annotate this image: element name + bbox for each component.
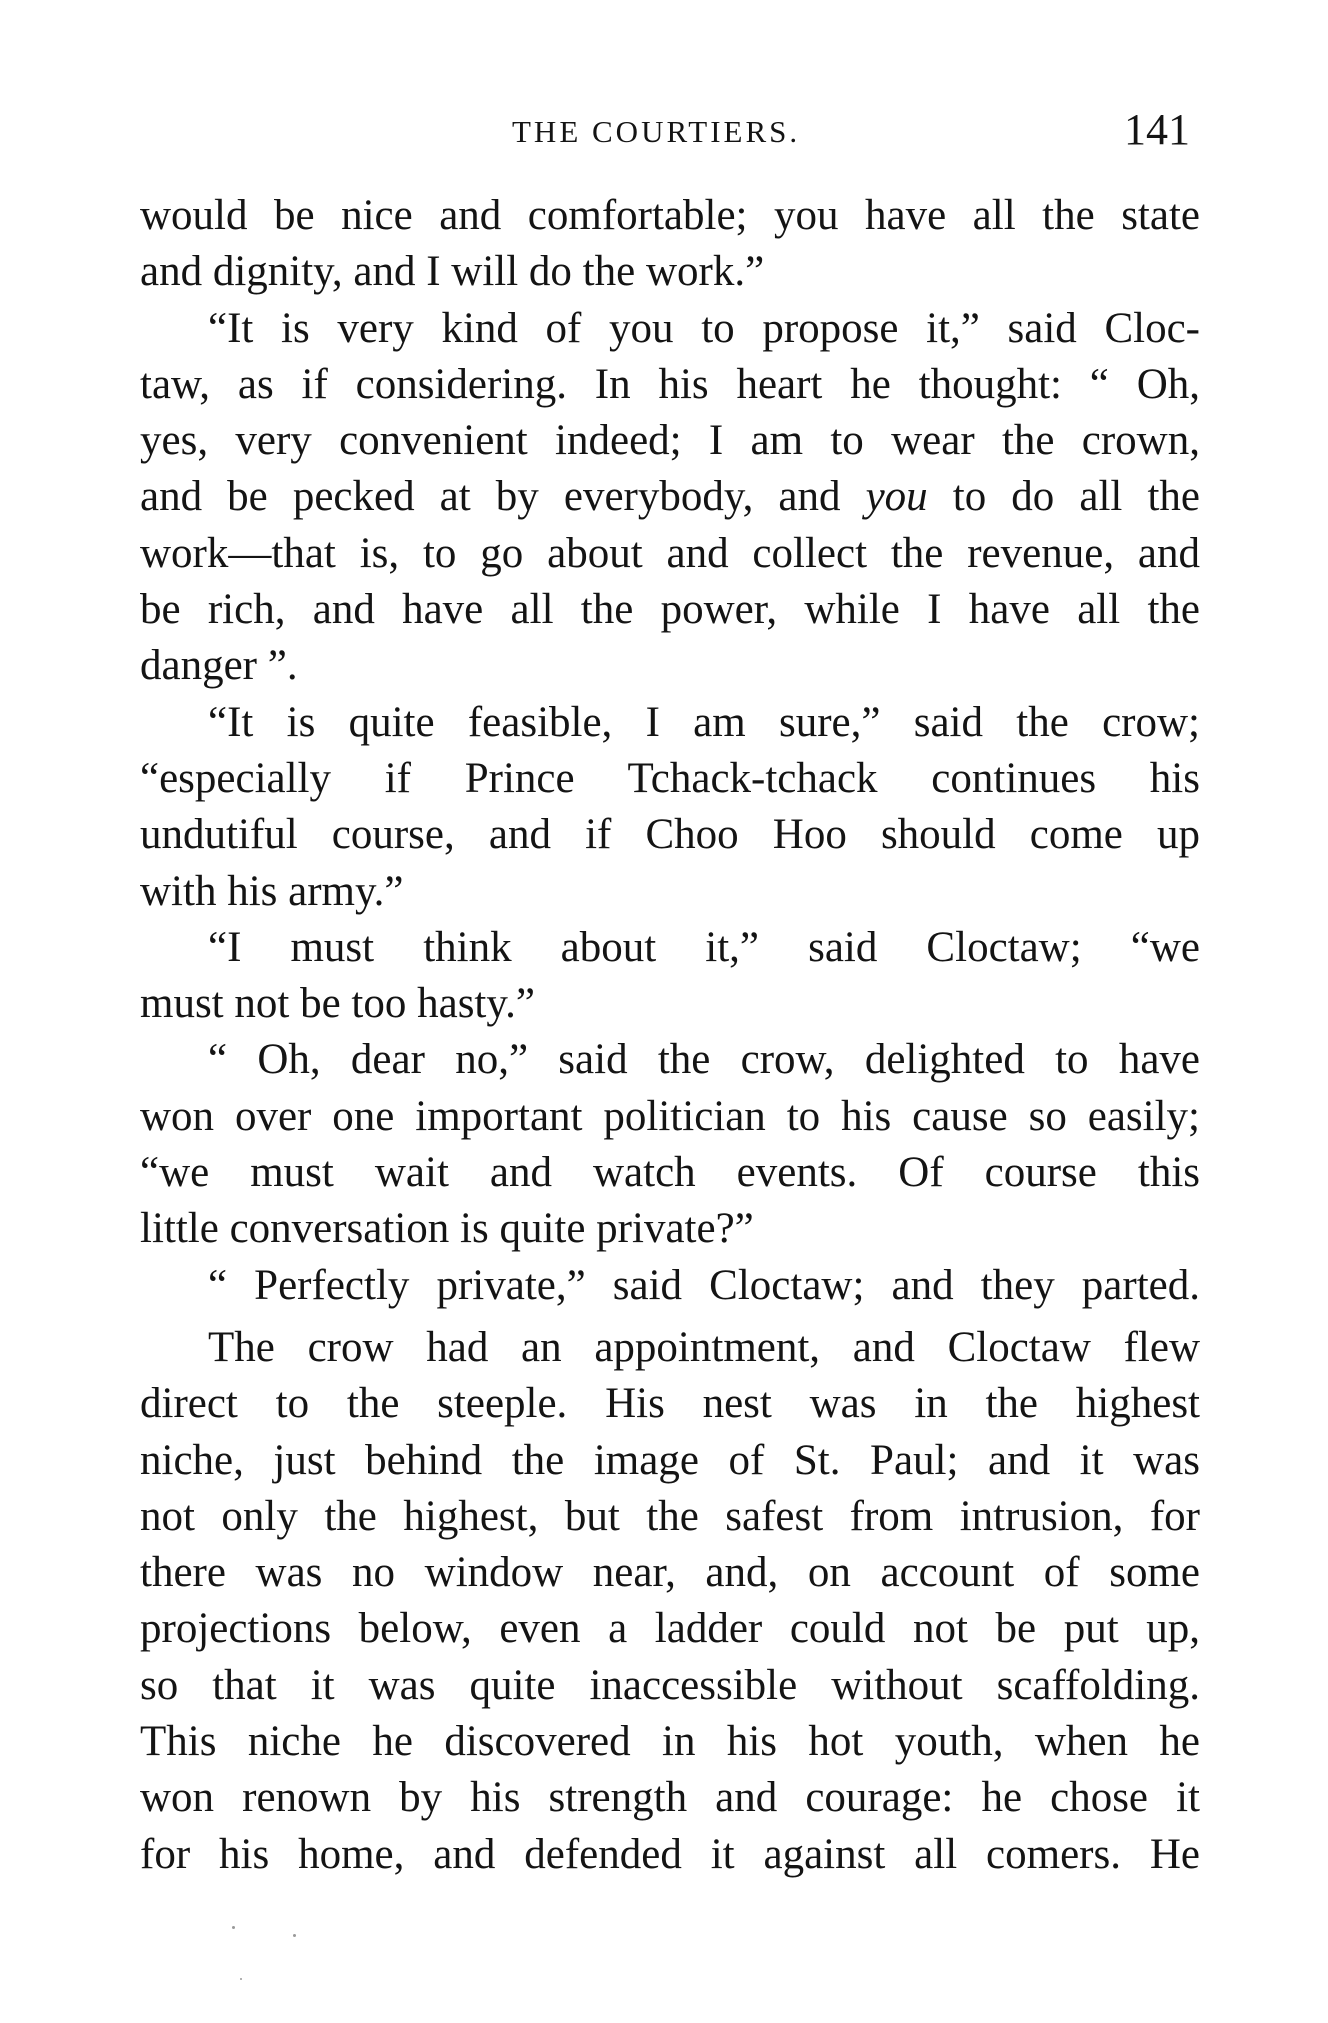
text-line: “I must think about it,” said Cloctaw; “we [208, 923, 1200, 971]
running-title: THE COURTIERS. [512, 114, 801, 149]
italic-word: you [865, 473, 928, 521]
text-line: “It is very kind of you to propose it,” said Cloc- [208, 304, 1200, 352]
text-line: must not be too hasty.” [140, 980, 535, 1028]
text-line: projections below, even a ladder could not be put up, [140, 1605, 1200, 1653]
text-line: yes, very convenient indeed; I am to wear the crown, [140, 417, 1200, 465]
text-line: with his army.” [140, 867, 404, 915]
text-line: danger ”. [140, 642, 298, 690]
text-line: direct to the steeple. His nest was in the highest [140, 1380, 1200, 1428]
text-line: not only the highest, but the safest from intrusion, for [140, 1492, 1200, 1540]
paper-speck [293, 1934, 296, 1937]
text-line: so that it was quite inaccessible without scaffolding. [140, 1661, 1200, 1709]
text-line: won over one important politician to his cause so easily; [140, 1092, 1200, 1140]
text-line-with-italic [140, 469, 1200, 525]
text-run: and be pecked at by everybody, and [140, 473, 866, 521]
text-line: The crow had an appointment, and Cloctaw flew [208, 1323, 1200, 1371]
text-line: would be nice and comfortable; you have all the state [140, 192, 1200, 239]
paper-speck [232, 1926, 235, 1929]
text-run: to do all the [927, 473, 1200, 521]
text-line: taw, as if considering. In his heart he thought: “ Oh, [140, 360, 1200, 408]
paper-speck [240, 1978, 242, 1980]
text-line: for his home, and defended it against all comers. He [140, 1830, 1200, 1878]
text-line: “we must wait and watch events. Of course this [140, 1149, 1200, 1197]
text-line: “It is quite feasible, I am sure,” said the crow; [208, 698, 1200, 746]
text-line: “ Oh, dear no,” said the crow, delighted to have [208, 1036, 1200, 1084]
text-line: won renown by his strength and courage: he chose it [140, 1774, 1200, 1822]
text-line: work—that is, to go about and collect the revenue, and [140, 529, 1200, 577]
text-line: little conversation is quite private?” [140, 1205, 754, 1253]
text-line: This niche he discovered in his hot youth, when he [140, 1718, 1200, 1766]
body-text [140, 188, 1200, 1883]
page-number: 141 [1124, 105, 1190, 154]
text-line: “especially if Prince Tchack-tchack continues his [140, 754, 1200, 802]
text-line: there was no window near, and, on account of some [140, 1549, 1200, 1597]
text-line: “ Perfectly private,” said Cloctaw; and they parted. [208, 1261, 1200, 1309]
text-line: and dignity, and I will do the work.” [140, 248, 765, 296]
text-line: undutiful course, and if Choo Hoo should come up [140, 811, 1200, 859]
running-head [140, 104, 1190, 164]
text-line: niche, just behind the image of St. Paul; and it was [140, 1436, 1200, 1484]
text-line: be rich, and have all the power, while I have all the [140, 586, 1200, 634]
